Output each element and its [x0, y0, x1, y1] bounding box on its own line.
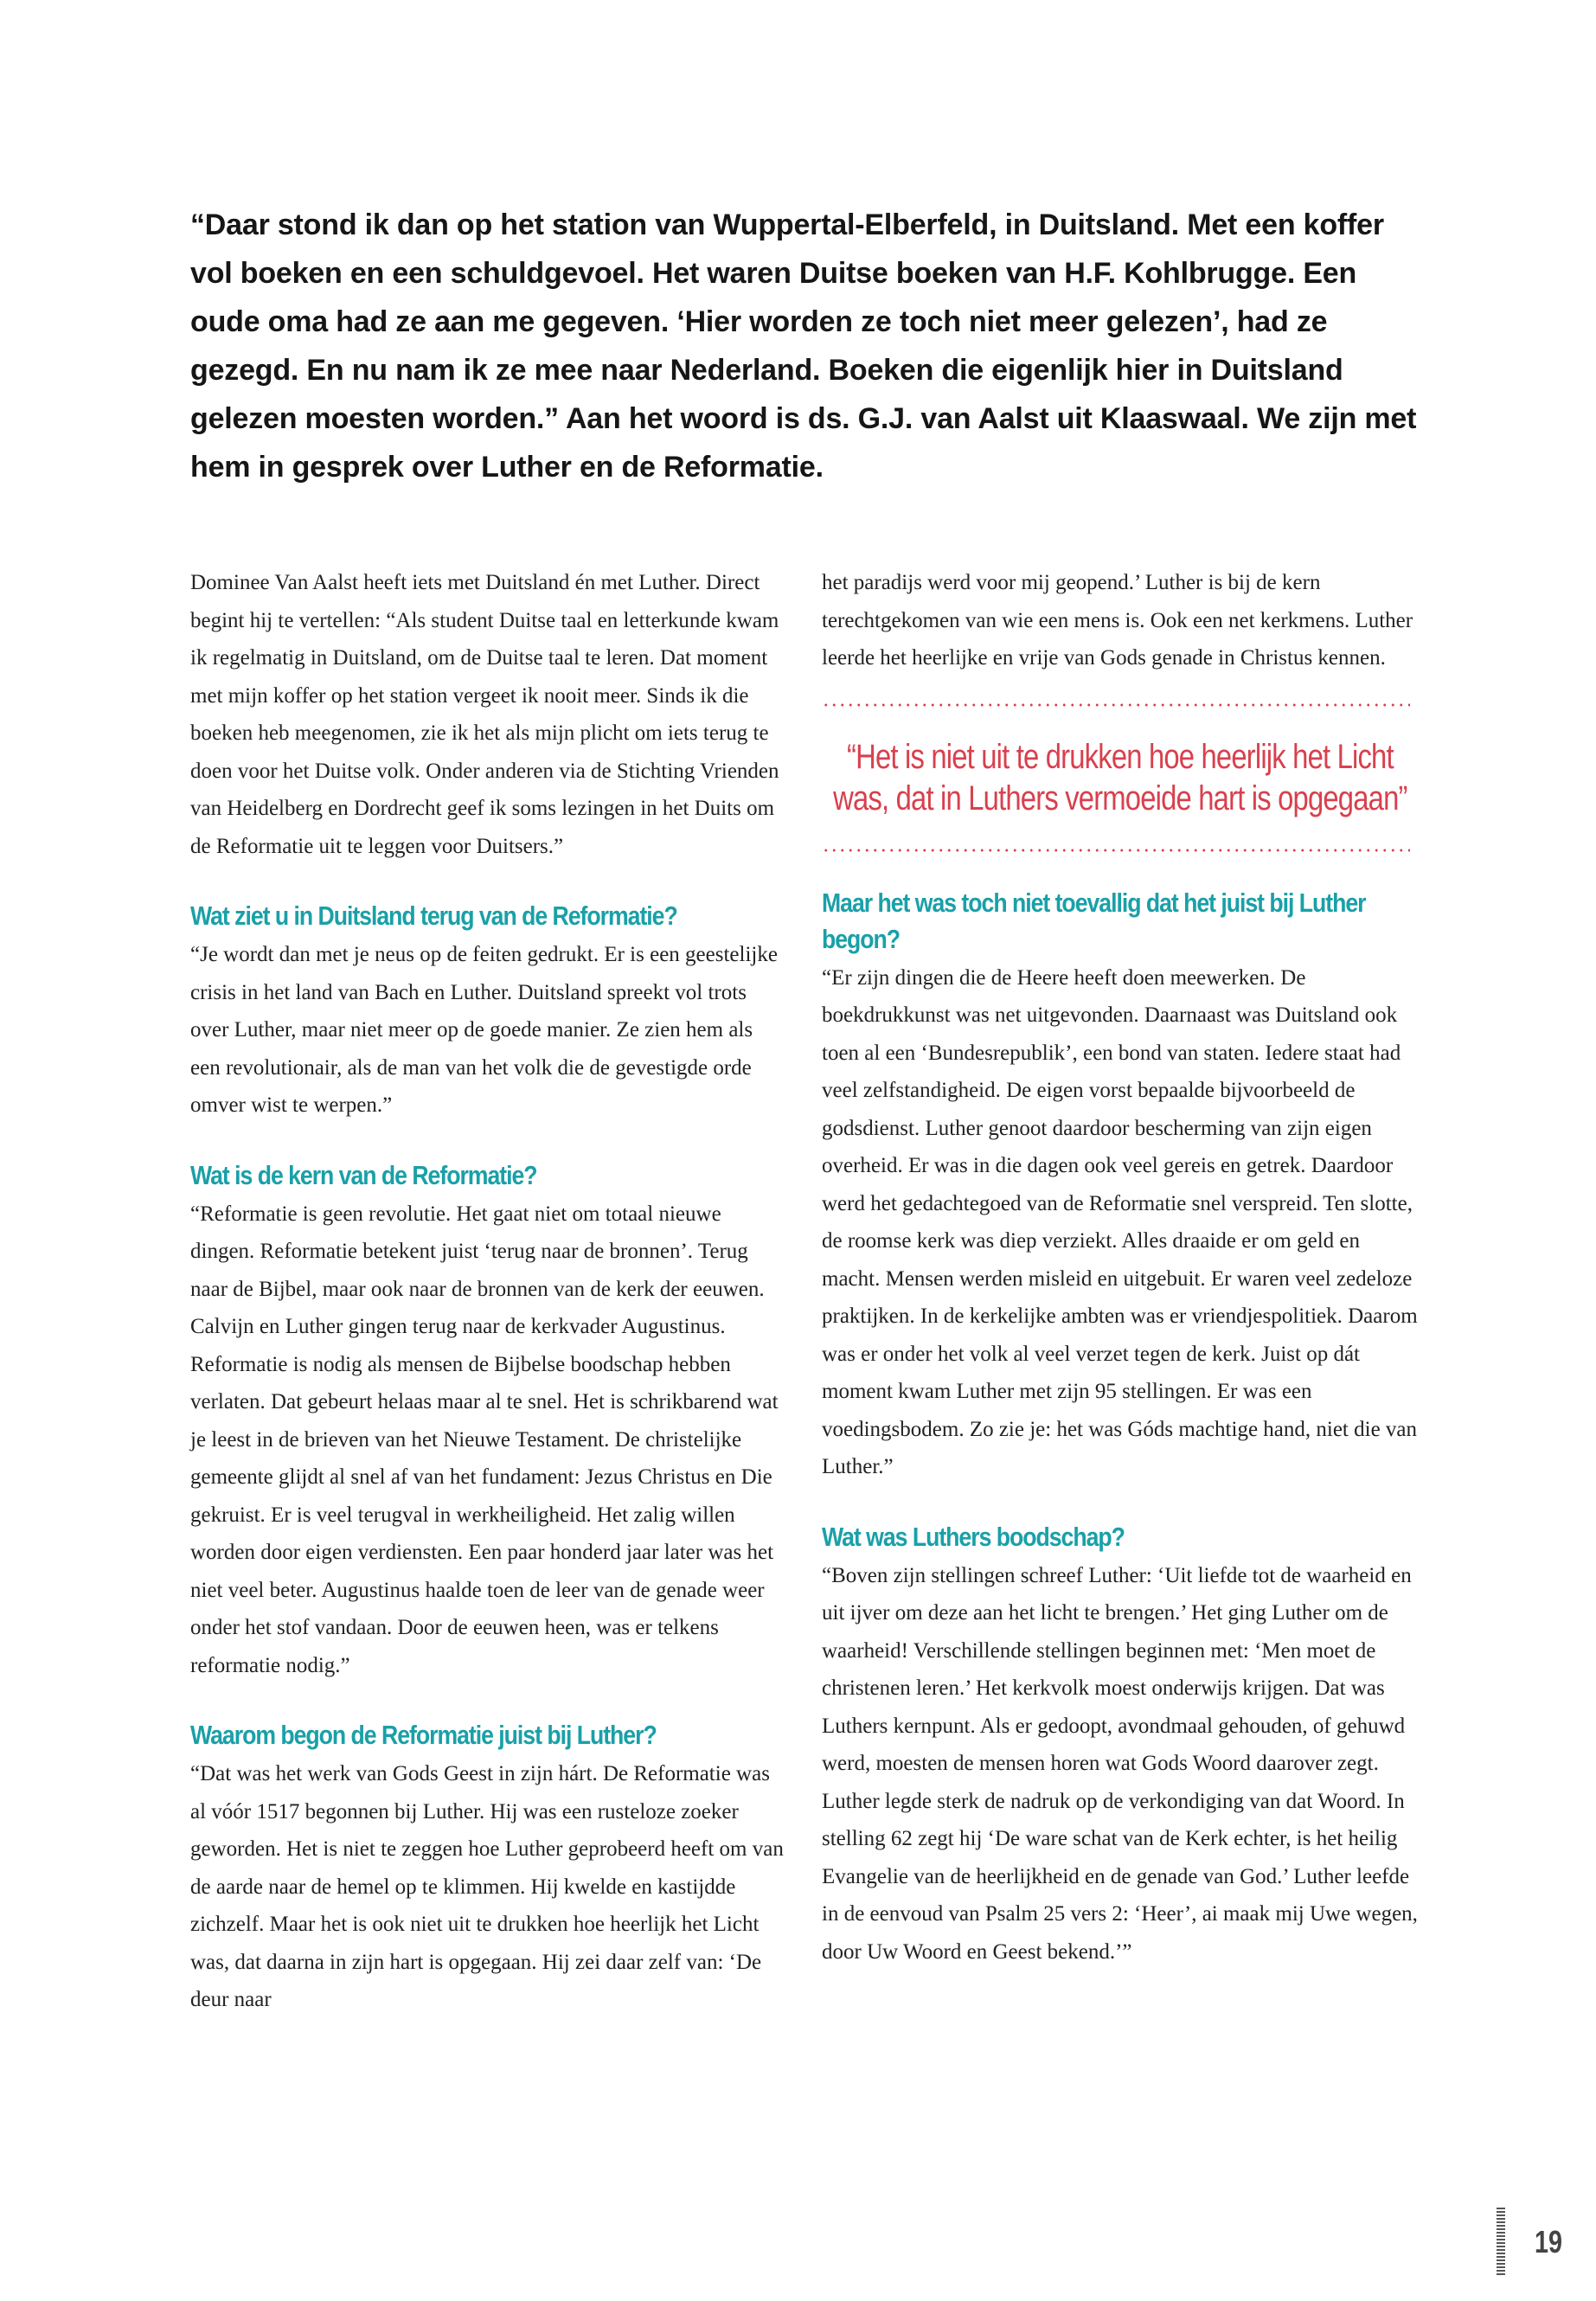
qa-section — [822, 885, 1419, 1486]
continuation-paragraph: het paradijs werd voor mij geopend.’ Luther is bij de kern terechtgekomen van wie een mens is. Ook een net kerkmens. Luther leerde het heerlijke en vrije van Gods genade in Christus kennen. — [822, 571, 1413, 670]
pull-quote-block — [822, 703, 1419, 852]
qa-section — [822, 1519, 1419, 1971]
right-column — [822, 564, 1419, 1971]
intro-lead — [190, 201, 1419, 491]
answer-paragraph: “Dat was het werk van Gods Geest in zijn hárt. De Reformatie was al vóór 1517 begonnen bij Luther. Hij was een rusteloze zoeker geworden. Het is niet te zeggen hoe Luther geprobeerd heeft om van de aarde naar de hemel op te klimmen. Hij kwelde en kastijdde zichzelf. Maar het is ook niet uit te drukken hoe heerlijk het Licht was, dat daarna in zijn hart is opgegaan. Hij zei daar zelf van: ‘De deur naar — [190, 1762, 784, 2011]
answer-paragraph: “Je wordt dan met je neus op de feiten gedrukt. Er is een geestelijke crisis in het land van Bach en Luther. Duitsland spreekt vol trots over Luther, maar niet meer op de goede manier. Ze zien hem als een revolutionair, als de man van het volk die de gevestigde orde omver wist te werpen.” — [190, 943, 778, 1117]
answer-paragraph: “Er zijn dingen die de Heere heeft doen meewerken. De boekdrukkunst was net uitgevonden. Daarnaast was Duitsland ook toen al een ‘Bundesrepublik’, een bond van staten. Iedere staat had veel zelfstandigheid. De eigen vorst bepaalde bijvoorbeeld de godsdienst. Luther genoot daardoor bescherming van zijn eigen overheid. Er was in die dagen ook veel gereis en getrek. Daardoor werd het gedachtegoed van de Reformatie snel verspreid. Ten slotte, de roomse kerk was diep verziekt. Alles draaide er om geld en macht. Mensen werden misleid en uitgebuit. Er waren veel zedeloze praktijken. In de kerkelijke ambten was er vriendjespolitiek. Daarom was er onder het volk al veel verzet tegen de kerk. Juist op dát moment kwam Luther met zijn 95 stellingen. Er was een voedingsbodem. Zo zie je: het was Góds machtige hand, niet die van Luther.” — [822, 965, 1418, 1478]
opening-paragraph: Dominee Van Aalst heeft iets met Duitsland én met Luther. Direct begint hij te vertellen: “Als student Duitse taal en letterkunde kwam ik regelmatig in Duitsland, om de Duitse taal te leren. Dat moment met mijn koffer op het station vergeet ik nooit meer. Sinds ik die boeken heb meegenomen, zie ik het als mijn plicht om iets terug te doen voor het Duitse volk. Onder anderen via de Stichting Vrienden van Heidelberg en Dordrecht geef ik soms lezingen in het Duits om de Reformatie uit te leggen voor Duitsers.” — [190, 571, 779, 858]
page-footer — [1497, 2208, 1569, 2277]
dotted-divider-top — [822, 703, 1410, 707]
question-heading: Wat is de kern van de Reformatie? — [190, 1159, 537, 1190]
answer-paragraph: “Boven zijn stellingen schreef Luther: ‘Uit liefde tot de waarheid en uit ijver om deze aan het licht te brengen.’ Het ging Luther om de waarheid! Verschillende stellingen beginnen met: ‘Men moet de christenen leren.’ Het kerkvolk moest onderwijs krijgen. Dat was Luthers kernpunt. Als er gedoopt, avondmaal gehouden, of gehuwd werd, moesten de mensen horen wat Gods Woord daarover zegt. Luther legde sterk de nadruk op de verkondiging van dat Woord. In stelling 62 zegt hij ‘De ware schat van de Kerk echter, is het heilig Evangelie van de heerlijkheid en de genade van God.’ Luther leefde in de eenvoud van Psalm 25 vers 2: ‘Heer’, ai maak mij Uwe wegen, door Uw Woord en Geest bekend.’” — [822, 1563, 1418, 1964]
page-number: 19 — [1535, 2224, 1563, 2259]
intro-paragraph: “Daar stond ik dan op het station van Wuppertal-Elberfeld, in Duitsland. Met een koffer vol boeken en een schuldgevoel. Het waren Duitse boeken van H.F. Kohlbrugge. Een oude oma had ze aan me gegeven. ‘Hier worden ze toch niet meer gelezen’, had ze gezegd. En nu nam ik ze mee naar Nederland. Boeken die eigenlijk hier in Duitsland gelezen moesten worden.” Aan het woord is ds. G.J. van Aalst uit Klaaswaal. We zijn met hem in gesprek over Luther en de Reformatie. — [190, 208, 1417, 484]
dotted-divider-bottom — [822, 849, 1410, 852]
hatched-rule-decoration — [1497, 2208, 1505, 2277]
qa-section — [190, 1157, 787, 1685]
pull-quote: “Het is niet uit te drukken hoe heerlijk het Licht was, dat in Luthers vermoeide hart is opgegaan” — [833, 737, 1407, 817]
question-heading: Maar het was toch niet toevallig dat het juist bij Luther begon? — [822, 887, 1366, 954]
qa-section — [190, 898, 787, 1125]
question-heading: Wat was Luthers boodschap? — [822, 1521, 1125, 1552]
question-heading: Wat ziet u in Duitsland terug van de Reformatie? — [190, 901, 677, 931]
answer-paragraph: “Reformatie is geen revolutie. Het gaat niet om totaal nieuwe dingen. Reformatie betekent juist ‘terug naar de bronnen’. Terug naar de Bijbel, maar ook naar de bronnen van de kerk der eeuwen. Calvijn en Luther gingen terug naar de kerkvader Augustinus. Reformatie is nodig als mensen de Bijbelse boodschap hebben verlaten. Dat gebeurt helaas maar al te snel. Het is schrikbarend wat je leest in de brieven van het Nieuwe Testament. De christelijke gemeente glijdt al snel af van het fundament: Jezus Christus en Die gekruist. Er is veel terugval in werkheiligheid. Het zalig willen worden door eigen verdiensten. Een paar honderd jaar later was het niet veel beter. Augustinus haalde toen de leer van de genade weer onder het stof vandaan. Door de eeuwen heen, was er telkens reformatie nodig.” — [190, 1202, 779, 1677]
left-column — [190, 564, 787, 2019]
question-heading: Waarom begon de Reformatie juist bij Luther? — [190, 1720, 657, 1750]
qa-section — [190, 1717, 787, 2019]
